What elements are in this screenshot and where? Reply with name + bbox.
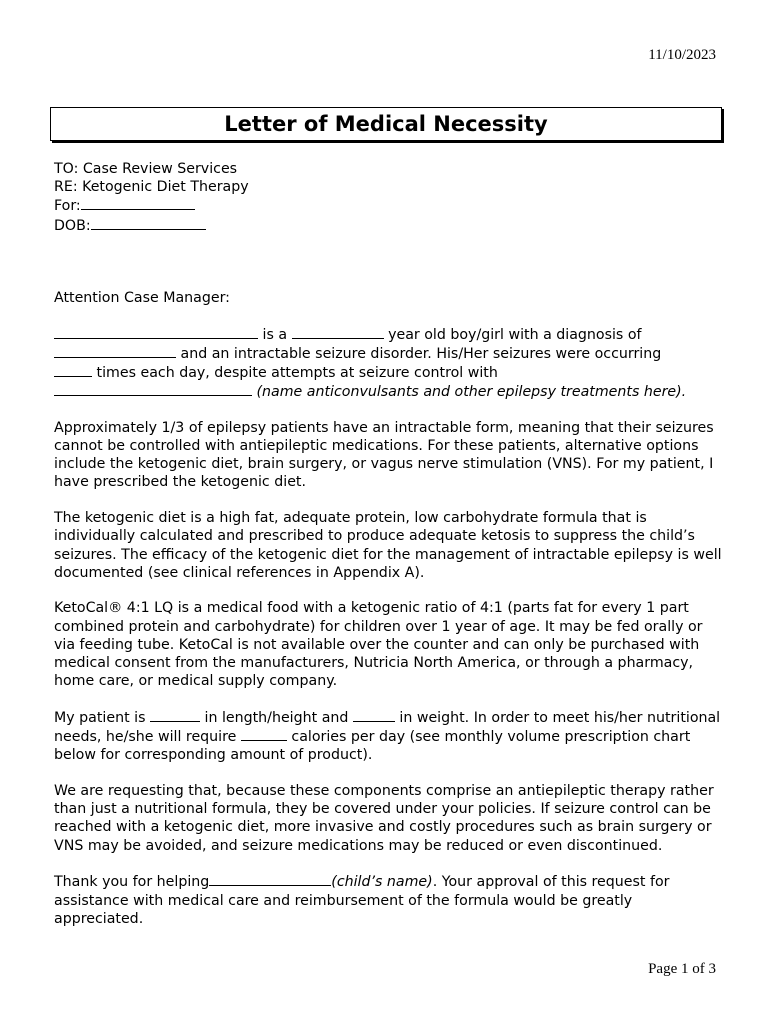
paragraph-ketocal: KetoCal® 4:1 LQ is a medical food with a ketogenic ratio of 4:1 (parts fat for every 1 part combined protein and carbohydrate) for children over 1 year of age. It may be fed orally or via feeding tube. KetoCal is not available over the counter and can only be purchased with medical consent from the manufacturers, Nutricia North America, or through a pharmacy, home care, or medical supply company. <box>54 600 703 690</box>
paragraph-nutrition <box>54 708 722 765</box>
to-line: TO: Case Review Services <box>54 161 238 177</box>
nutrition-text-d: calories per day (see monthly volume prescription chart below for corresponding amount of product). <box>54 729 691 764</box>
calories-blank[interactable] <box>241 727 287 741</box>
nutrition-text-c: in weight. In order to meet his/her nutritional needs, he/she will require <box>54 709 721 746</box>
re-line: RE: Ketogenic Diet Therapy <box>54 179 249 196</box>
patient-line-2 <box>54 344 722 363</box>
dob-blank[interactable] <box>91 216 206 230</box>
treatments-blank[interactable] <box>54 382 252 396</box>
nutrition-text-a: My patient is <box>54 709 150 726</box>
thanks-text-b: (child’s name) <box>331 874 433 891</box>
age-blank[interactable] <box>292 325 384 339</box>
for-line <box>54 196 722 215</box>
patient-line-4 <box>54 382 722 401</box>
dob-label: DOB: <box>54 217 91 234</box>
patient-line-1 <box>54 325 722 344</box>
child-name-blank[interactable] <box>209 872 331 886</box>
page-title: Letter of Medical Necessity <box>224 112 548 136</box>
patient-line-3 <box>54 363 722 382</box>
name-blank[interactable] <box>54 325 258 339</box>
diagnosis-blank[interactable] <box>54 344 176 358</box>
patient-name-blank[interactable] <box>81 196 195 210</box>
title-box <box>50 107 722 141</box>
paragraph-thanks <box>54 872 722 928</box>
paragraph-intractable: Approximately 1/3 of epilepsy patients have an intractable form, meaning that their seizures cannot be controlled with antiepileptic medications. For these patients, alternative options include the ketogenic diet, brain surgery, or vagus nerve stimulation (VNS). For my patient, I have prescribed the ketogenic diet. <box>54 419 714 491</box>
page-number: Page 1 of 3 <box>648 961 716 977</box>
patient-text-3: times each day, despite attempts at seizure control with <box>92 364 498 381</box>
letter-body <box>54 160 722 928</box>
height-blank[interactable] <box>150 708 200 722</box>
weight-blank[interactable] <box>353 708 395 722</box>
paragraph-request: We are requesting that, because these components comprise an antiepileptic therapy rather than just a nutritional formula, they be covered under your policies. If seizure control can be reached with a ketogenic diet, more invasive and costly procedures such as brain surgery or VNS may be avoided, and seizure medications may be reduced or even discontinued. <box>54 783 714 854</box>
patient-text-2: and an intractable seizure disorder. His/Her seizures were occurring <box>176 345 662 362</box>
header-block <box>54 160 722 235</box>
seizure-count-blank[interactable] <box>54 363 92 377</box>
thanks-text-c: . Your approval of this request for assistance with medical care and reimbursement of the formula would be greatly appreciated. <box>54 874 670 927</box>
nutrition-text-b: in length/height and <box>200 709 353 726</box>
for-label: For: <box>54 198 81 215</box>
patient-paragraph <box>54 325 722 402</box>
paragraph-ketogenic-diet: The ketogenic diet is a high fat, adequate protein, low carbohydrate formula that is individually calculated and prescribed to produce adequate ketosis to suppress the child’s seizures. The efficacy of the ketogenic diet for the management of intractable epilepsy is well documented (see clinical references in Appendix A). <box>54 510 722 581</box>
salutation: Attention Case Manager: <box>54 289 230 306</box>
thanks-text-a: Thank you for helping <box>54 874 210 891</box>
dob-line <box>54 216 722 235</box>
patient-text-1b: year old boy/girl with a diagnosis of <box>383 326 642 343</box>
patient-text-4: (name anticonvulsants and other epilepsy treatments here). <box>252 384 687 401</box>
letter-date: 11/10/2023 <box>648 47 716 63</box>
patient-text-1a: is a <box>258 326 292 343</box>
